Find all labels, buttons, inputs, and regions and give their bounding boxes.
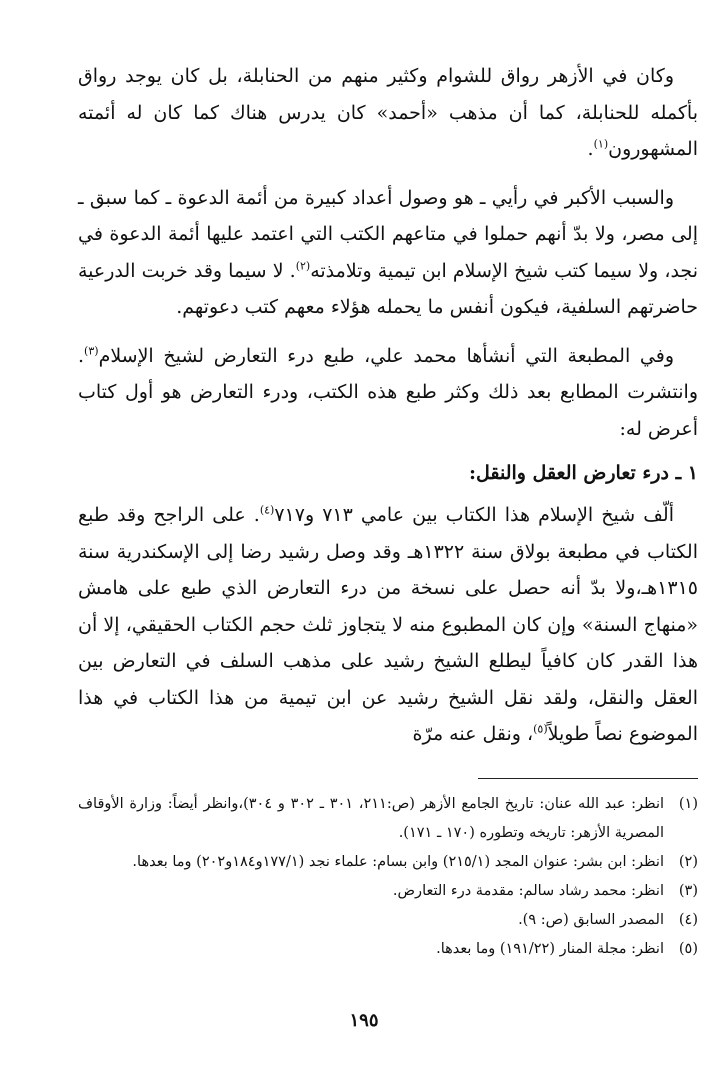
paragraph-3: وفي المطبعة التي أنشأها محمد علي، طبع درء التعارض لشيخ الإسلام$^{(٣)}$. وانتشرت المطابع بعد ذلك وكثر طبع هذه الكتب، ودرء التعارض هو أول كتاب أعرض له: (78, 344, 698, 440)
footnote-ref-5[interactable]: (٥) (533, 722, 548, 736)
footnote-item (78, 935, 698, 964)
paragraph-1: وكان في الأزهر رواق للشوام وكثير منهم من الحنابلة، بل كان يوجد رواق بأكمله للحنابلة، كما أن مذهب «أحمد» كان يدرس هناك كما كان له أئمته المشهورون$^{(١)}$. (78, 65, 698, 160)
footnote-divider (478, 778, 698, 779)
footnote-number: (٤) (678, 912, 698, 928)
page-number: ١٩٥ (349, 1010, 379, 1031)
main-text (78, 58, 698, 753)
footnote-item (78, 848, 698, 877)
paragraph-4: ألّف شيخ الإسلام هذا الكتاب بين عامي ٧١٣ و٧١٧$^{(٤)}$. على الراجح وقد طبع الكتاب في مطبعة بولاق سنة ١٣٢٢هـ وقد وصل رشيد رضا إلى الإسكندرية سنة ١٣١٥هـ،ولا بدّ أنه حصل على نسخة من درء التعارض الذي طبع على هامش «منهاج السنة» وإن كان المطبوع منه لا يتجاوز ثلث حجم الكتاب الحقيقي، إلا أن هذا القدر كان كافياً ليطلع الشيخ رشيد على مذهب السلف في التعارض بين العقل والنقل، ولقد نقل الشيخ رشيد عن ابن تيمية من هذا الكتاب في هذا الموضوع نصاً طويلاً$^{(٥)}$، ونقل عنه مرّة (78, 503, 698, 745)
footnote-ref-4[interactable]: (٤) (259, 503, 275, 517)
footnotes (78, 790, 698, 964)
footnote-ref-1[interactable]: (١) (593, 137, 609, 151)
footnote-number: (٣) (678, 883, 698, 899)
section-heading: ١ ـ درء تعارض العقل والنقل: (468, 462, 698, 484)
footnote-ref-2[interactable]: (٢) (295, 259, 311, 273)
footnote-text: انظر: محمد رشاد سالم: مقدمة درء التعارض. (392, 883, 664, 899)
footnote-item (78, 906, 698, 935)
footnote-item (78, 790, 698, 848)
footnote-text: انظر: مجلة المنار (١٩١/٢٢) وما بعدها. (436, 941, 664, 957)
footnote-text: انظر: ابن بشر: عنوان المجد (٢١٥/١) وابن بسام: علماء نجد (١٧٧/١و١٨٤و٢٠٢) وما بعدها. (132, 854, 664, 870)
footnote-number: (٢) (678, 854, 698, 870)
footnote-ref-3[interactable]: (٣) (84, 344, 99, 358)
paragraph-2: والسبب الأكبر في رأيي ـ هو وصول أعداد كبيرة من أئمة الدعوة ـ كما سبق ـ إلى مصر، ولا بدّ أنهم حملوا في متاعهم الكتب التي اعتمد عليها أئمة الدعوة في نجد، ولا سيما كتب شيخ الإسلام ابن تيمية وتلامذته$^{(٢)}$. لا سيما وقد خربت الدرعية حاضرتهم السلفية، فيكون أنفس ما يحمله هؤلاء معهم كتب دعوتهم. (78, 186, 698, 318)
footnote-text: انظر: عبد الله عنان: تاريخ الجامع الأزهر (ص:٢١١، ٣٠١ ـ ٣٠٢ و ٣٠٤)،وانظر أيضاً: وزارة الأوقاف المصرية الأزهر: تاريخه وتطوره (١٧٠ ـ ١٧١). (78, 796, 665, 841)
footnote-item (78, 877, 698, 906)
footnote-text: المصدر السابق (ص: ٩). (518, 912, 664, 928)
footnote-number: (١) (678, 796, 698, 812)
footnote-number: (٥) (678, 941, 698, 957)
